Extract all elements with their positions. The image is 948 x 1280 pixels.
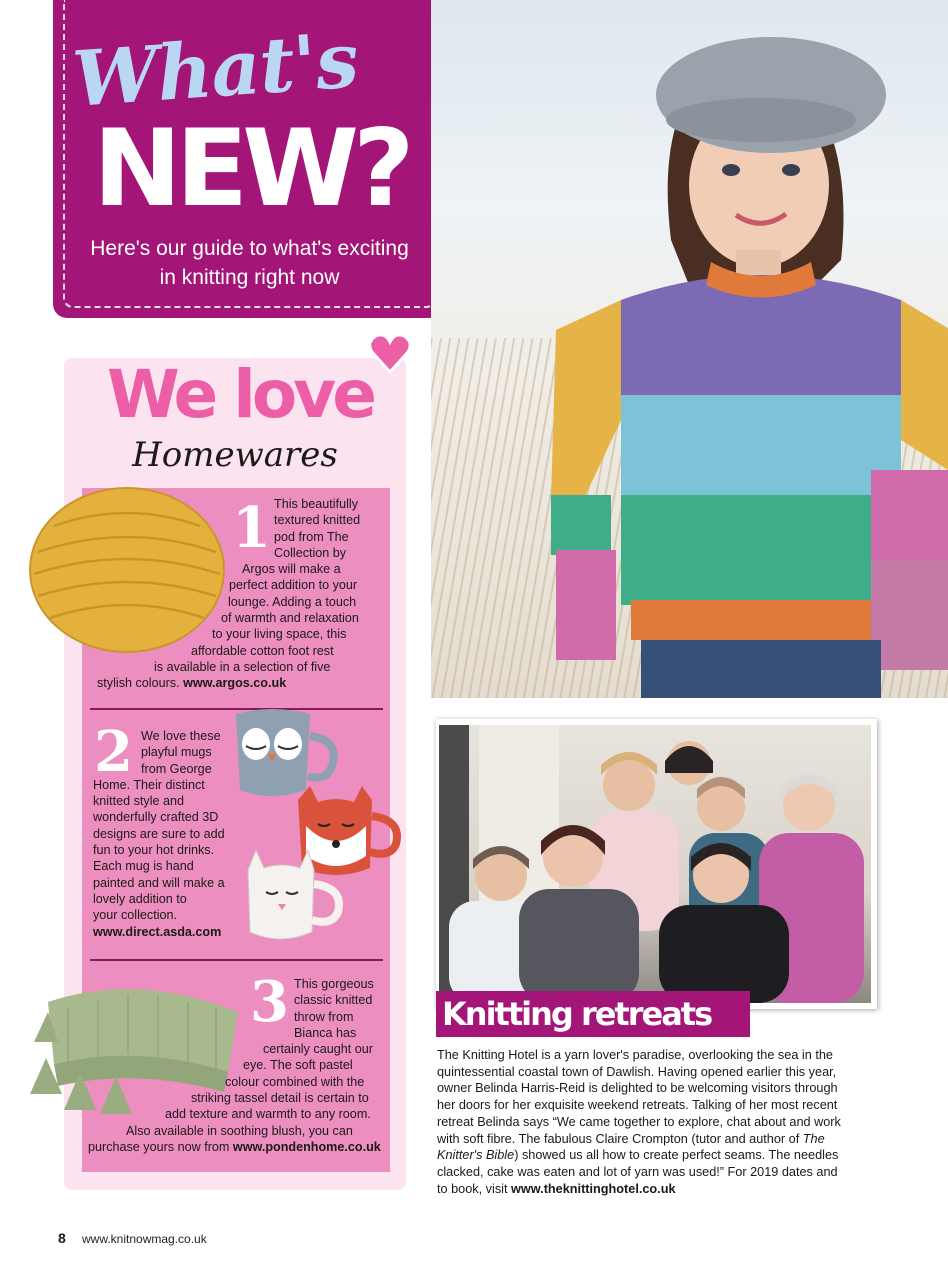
magazine-website[interactable]: www.knitnowmag.co.uk (82, 1232, 207, 1246)
item-2-line: knitted style and (93, 794, 185, 809)
fox-mug-icon (298, 786, 397, 875)
item-number-1: 1 (232, 495, 271, 561)
item-2-line: lovely addition to (93, 891, 187, 906)
retreat-line: retreat Belinda says “We came together to explore, chat about and work (437, 1114, 841, 1129)
we-love-heading: We love (107, 356, 373, 433)
whats-heading: What's (69, 15, 361, 124)
item-1-line: stylish colours. (97, 676, 180, 691)
group-of-women-illustration (439, 725, 871, 1003)
item-2-text (93, 728, 253, 940)
hero-photo (431, 0, 948, 698)
homewares-heading: Homewares (132, 435, 338, 475)
item-2-line: designs are sure to add (93, 826, 225, 841)
pondenhome-link[interactable]: www.pondenhome.co.uk (232, 1139, 381, 1154)
item-3-line: striking tassel detail is certain to (191, 1091, 369, 1106)
divider-2 (90, 959, 383, 961)
item-1-line: affordable cotton foot rest (191, 643, 334, 658)
item-2-line: wonderfully crafted 3D (93, 810, 219, 825)
argos-link[interactable]: www.argos.co.uk (183, 676, 287, 691)
mugs-image (232, 706, 412, 946)
item-2-line: Each mug is hand (93, 859, 194, 874)
retreat-line: quintessential coastal town of Dawlish. Having opened earlier this year, (437, 1064, 837, 1079)
subheading (73, 234, 426, 292)
book-title-part: The (802, 1131, 825, 1146)
retreat-line: ) showed us all how to create perfect seams. The needles (514, 1148, 839, 1163)
item-3-line: Also available in soothing blush, you can (126, 1123, 353, 1138)
girl-illustration (431, 0, 948, 698)
knitting-hotel-link[interactable]: www.theknittinghotel.co.uk (511, 1181, 676, 1196)
item-number-2: 2 (94, 719, 133, 785)
subhead-line-2: in knitting right now (159, 266, 340, 289)
item-2-line: Home. Their distinct (93, 777, 205, 792)
item-3-line: purchase yours now from (88, 1139, 230, 1154)
retreat-line: clacked, cake was eaten and lot of yarn was used!” For 2019 dates and (437, 1164, 838, 1179)
new-heading: NEW? (93, 107, 409, 230)
knitting-retreats-heading: Knitting retreats (436, 991, 750, 1037)
item-1-line: of warmth and relaxation (221, 611, 359, 626)
retreat-line: owner Belinda Harris-Reid is delighted to be welcoming visitors through (437, 1081, 838, 1096)
item-3-line: classic knitted (294, 993, 373, 1008)
item-1-line: to your living space, this (212, 627, 347, 642)
retreat-group-photo (436, 719, 877, 1009)
item-1-line: Argos will make a (242, 562, 341, 577)
item-1-text (90, 496, 380, 692)
item-2-line: We love these (141, 729, 221, 743)
item-3-line: colour combined with the (225, 1074, 365, 1089)
group-photo-inner (439, 725, 871, 1003)
item-2-line: fun to your hot drinks. (93, 843, 215, 858)
item-3-line: eye. The soft pastel (243, 1058, 353, 1073)
item-3-line: Bianca has (294, 1025, 357, 1040)
book-title-part: Knitter's Bible (437, 1148, 515, 1163)
item-2-line: painted and will make a (93, 875, 225, 890)
item-3-text (88, 969, 388, 1155)
item-3-line: throw from (294, 1009, 354, 1024)
item-3-line: add texture and warmth to any room. (165, 1107, 371, 1122)
retreat-line: to book, visit (437, 1181, 512, 1196)
asda-link[interactable]: www.direct.asda.com (93, 924, 222, 939)
item-1-line: Collection by (274, 545, 347, 560)
item-1-line: is available in a selection of five (154, 659, 331, 674)
item-1-line: textured knitted (274, 513, 361, 528)
item-1-line: This beautifully (274, 497, 358, 511)
item-1-line: perfect addition to your (229, 578, 358, 593)
item-number-3: 3 (250, 969, 289, 1035)
item-3-line: certainly caught our (263, 1042, 373, 1057)
retreat-line: her doors for her exquisite weekend retreats. Talking of her most recent (437, 1098, 838, 1113)
item-1-line: pod from The (274, 529, 349, 544)
item-3-line: This gorgeous (294, 977, 374, 991)
owl-mug-icon (236, 709, 334, 796)
header-box (53, 0, 446, 318)
item-1-line: lounge. Adding a touch (228, 594, 357, 609)
item-2-line: playful mugs (141, 745, 212, 760)
retreat-line: with soft fibre. The fabulous Claire Crompton (tutor and author of (437, 1131, 803, 1146)
subhead-line-1: Here's our guide to what's exciting (90, 237, 409, 260)
retreat-article-text (437, 1047, 877, 1197)
item-2-line: your collection. (93, 908, 177, 923)
retreat-line: The Knitting Hotel is a yarn lover's paradise, overlooking the sea in the (437, 1048, 833, 1062)
item-2-line: from George (141, 761, 212, 776)
page-number: 8 (58, 1230, 66, 1246)
